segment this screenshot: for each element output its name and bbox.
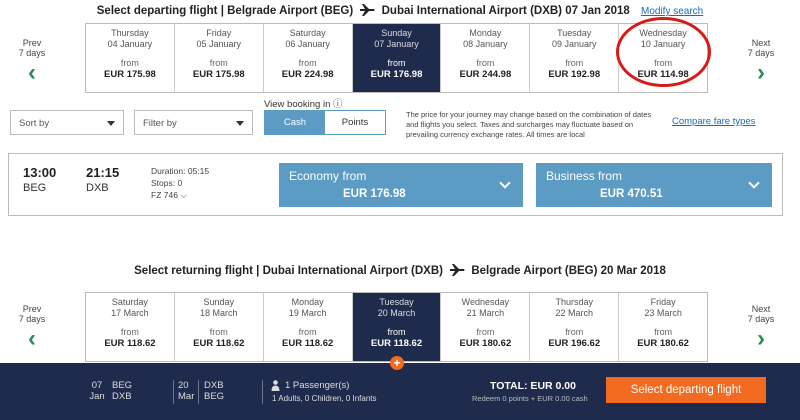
date-day: Thursday [555,297,593,307]
sort-by-select[interactable] [10,110,124,135]
date-price: EUR 196.62 [548,338,601,349]
outbound-date-cell[interactable] [86,24,175,92]
return-date-cell[interactable] [441,293,530,361]
outbound-summary-from: BEG [112,380,133,391]
plus-icon[interactable]: + [390,356,404,370]
date-from: from [387,58,406,68]
date-from: from [654,58,673,68]
date-date: 06 January [285,39,330,49]
economy-label: Economy from [289,169,367,183]
return-date-cell[interactable] [619,293,707,361]
return-summary-day: 20 [178,380,189,391]
outbound-prev-button[interactable] [7,38,57,85]
date-date: 17 March [111,308,149,318]
business-label: Business from [546,169,623,183]
date-day: Friday [206,28,232,38]
outbound-date-cell[interactable] [264,24,353,92]
date-date: 23 March [644,308,682,318]
total-price: TOTAL: EUR 0.00 [490,380,576,392]
summary-divider [198,380,199,404]
date-price: EUR 244.98 [459,69,512,80]
return-summary-date [178,380,194,402]
highlight-circle-annotation [616,17,711,87]
points-option[interactable]: Points [325,111,385,134]
departure-code: BEG [23,182,47,194]
arrival-code: DXB [86,182,109,194]
outbound-prev-label: Prev [22,38,42,48]
date-price: EUR 175.98 [104,69,156,80]
date-price: EUR 180.62 [459,338,512,349]
date-date: 19 March [288,308,327,318]
date-price: EUR 224.98 [281,69,334,80]
return-next-button[interactable] [736,304,786,351]
return-summary-from: DXB [204,380,224,391]
passenger-count: 1 Passenger(s) [285,380,350,391]
date-date: 21 March [466,308,505,318]
redeem-summary: Redeem 0 points + EUR 0.00 cash [472,394,588,403]
chevron-down-icon: ⌵ [180,190,187,200]
passenger-summary[interactable] [285,380,349,391]
date-from: from [654,327,673,337]
date-from: from [565,58,584,68]
return-summary-route [204,380,224,402]
outbound-date-cell[interactable] [175,24,264,92]
date-from: from [298,327,317,337]
sort-by-label: Sort by [19,118,50,129]
return-prev-days: 7 days [18,314,46,324]
departure-time: 13:00 [23,165,57,180]
date-from: from [565,327,584,337]
date-from: from [476,58,495,68]
date-price: EUR 118.62 [104,338,156,349]
outbound-summary-month: Jan [89,391,105,402]
caret-down-icon [236,121,244,126]
return-prev-label: Prev [22,304,42,314]
chevron-left-icon: ‹ [28,325,36,352]
date-from: from [298,58,317,68]
modify-search-link[interactable]: Modify search [640,6,704,17]
price-disclaimer: The price for your journey may change based on the combination of dates and flights you select. Taxes and surcharges may fluctuate based on prevailing currency exchange rates. All times are local [406,110,652,139]
date-from: from [476,327,495,337]
date-day: Monday [469,28,502,38]
select-departing-flight-button[interactable]: Select departing flight [606,377,766,403]
date-date: 04 January [107,39,153,49]
date-date: 20 March [377,308,416,318]
outbound-date-cell-selected[interactable] [353,24,442,92]
date-from: from [209,58,228,68]
return-next-days: 7 days [747,314,775,324]
flight-number-toggle[interactable] [151,190,187,201]
date-date: 08 January [463,39,508,49]
return-prev-button[interactable] [7,304,57,351]
date-date: 10 January [640,39,686,49]
date-from: from [120,58,139,68]
business-fare-button[interactable] [536,163,772,207]
outbound-summary-date [88,380,106,402]
flight-duration: Duration: 05:15 [151,166,210,176]
flight-stops: Stops: 0 [151,178,183,188]
outbound-next-days: 7 days [747,48,775,58]
return-summary-month: Mar [178,391,195,402]
date-price: EUR 180.62 [637,338,689,349]
outbound-summary-day: 07 [91,380,103,391]
date-price: EUR 118.62 [370,338,423,349]
flight-result-card [8,153,783,216]
date-day: Friday [650,297,676,307]
compare-fare-types-link[interactable]: Compare fare types [672,116,756,127]
caret-down-icon [107,121,115,126]
outbound-prev-days: 7 days [18,48,46,58]
date-day: Sunday [203,297,235,307]
date-day: Thursday [111,28,149,38]
return-date-cell[interactable] [175,293,264,361]
return-date-cell-selected[interactable] [353,293,442,361]
business-price: EUR 470.51 [600,188,663,200]
outbound-header-origin: Select departing flight | Belgrade Airport (BEG) [96,5,354,17]
date-from: from [209,327,228,337]
date-day: Wednesday [639,28,687,38]
info-icon[interactable]: ⓘ [333,99,343,110]
outbound-date-cell[interactable] [530,24,619,92]
outbound-date-cell[interactable] [441,24,530,92]
outbound-date-strip [85,23,708,93]
date-price: EUR 175.98 [192,69,245,80]
filter-by-select[interactable] [134,110,253,135]
view-booking-label [264,96,343,110]
return-next-label: Next [751,304,771,314]
person-icon [271,380,280,391]
date-date: 18 March [200,308,238,318]
passenger-detail: 1 Adults, 0 Children, 0 Infants [272,394,377,403]
date-date: 07 January [374,39,419,49]
view-booking-text: View booking in [264,99,331,110]
date-day: Tuesday [379,297,414,307]
filter-by-label: Filter by [143,118,177,129]
date-price: EUR 192.98 [548,69,601,80]
outbound-summary-to: DXB [112,391,132,402]
outbound-next-label: Next [751,38,771,48]
chevron-right-icon: › [757,325,765,352]
date-day: Monday [291,297,324,307]
date-date: 05 January [196,39,242,49]
outbound-header [0,4,800,17]
return-summary-to: BEG [204,391,225,402]
return-date-cell[interactable] [530,293,619,361]
date-price: EUR 176.98 [370,69,423,80]
outbound-next-button[interactable] [736,38,786,85]
outbound-summary-route [112,380,132,402]
booking-summary-bar [0,356,800,420]
date-day: Sunday [381,28,412,38]
plane-icon [359,4,375,16]
return-header-origin: Select returning flight | Dubai International Airport (DXB) [134,265,443,277]
date-price: EUR 118.62 [193,338,245,349]
outbound-header-destination: Dubai International Airport (DXB) 07 Jan 2018 [381,5,630,17]
date-date: 09 January [551,39,597,49]
date-day: Tuesday [557,28,592,38]
chevron-right-icon: › [757,59,765,86]
cash-points-toggle [264,110,386,135]
return-date-cell[interactable] [86,293,175,361]
summary-divider [173,380,174,404]
economy-price: EUR 176.98 [343,188,406,200]
date-from: from [387,327,406,337]
date-from: from [120,327,139,337]
return-header-destination: Belgrade Airport (BEG) 20 Mar 2018 [471,265,666,277]
plane-icon [449,264,465,276]
date-price: EUR 118.62 [282,338,334,349]
return-date-strip [85,292,708,362]
return-header [0,264,800,277]
arrival-time: 21:15 [86,165,120,180]
date-date: 22 March [555,308,593,318]
date-day: Wednesday [461,297,510,307]
flight-number: FZ 746 [151,190,178,200]
chevron-left-icon: ‹ [28,59,36,86]
return-date-cell[interactable] [264,293,353,361]
summary-divider [262,380,263,404]
date-price: EUR 114.98 [637,69,689,80]
date-day: Saturday [111,297,148,307]
date-day: Saturday [289,28,326,38]
cash-option[interactable]: Cash [265,111,325,134]
economy-fare-button[interactable] [279,163,523,207]
